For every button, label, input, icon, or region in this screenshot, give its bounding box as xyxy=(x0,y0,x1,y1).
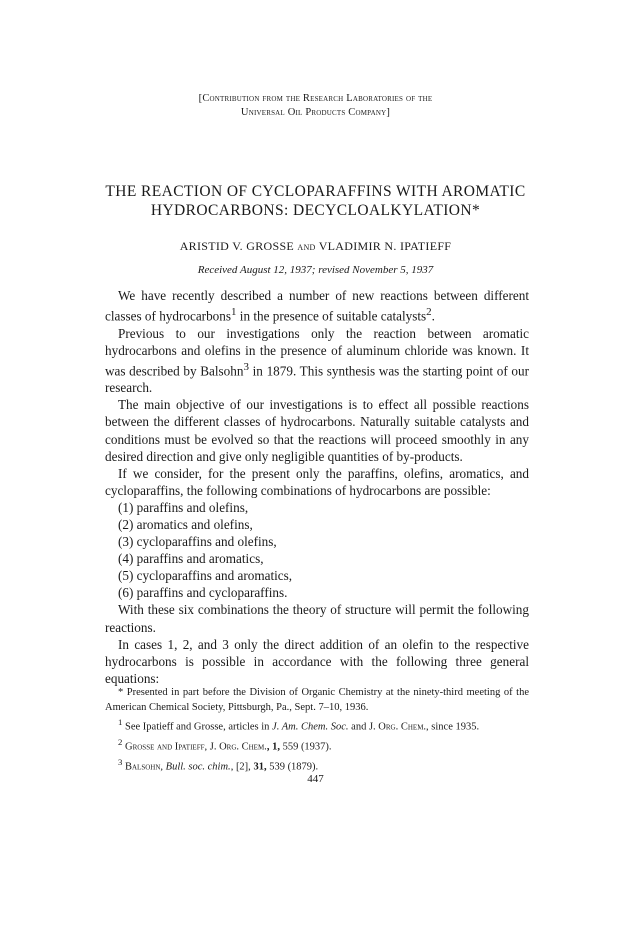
page-number: 447 xyxy=(307,773,324,785)
paragraph-3: The main objective of our investigations is to effect all possible reactions between the different classes of hydrocarbons. Naturally suitable catalysts and conditions must be evolved so that the reactions will proceed smoothly in any desired direction and give only negligible quantities of by-products. xyxy=(105,397,529,464)
paragraph-1 xyxy=(105,287,529,325)
author-grosse: ARISTID V. GROSSE xyxy=(179,239,295,253)
footnote-ref-1: 1 xyxy=(230,306,237,319)
footnote-3-rest: 539 (1879). xyxy=(266,761,319,773)
paragraph-6: In cases 1, 2, and 3 only the direct addition of an olefin to the respective hydrocarbons is possible in accordance with the following three general equations: xyxy=(105,636,529,686)
footnote-1-text-c: , since 1935. xyxy=(426,721,480,733)
article-body xyxy=(105,287,529,687)
footnote-1-journal: J. Am. Chem. Soc. xyxy=(272,721,349,733)
footnote-3-journal: , Bull. soc. chim. xyxy=(160,761,231,773)
list-item: (6) paraffins and cycloparaffins. xyxy=(118,585,288,601)
footnote-ref-2: 2 xyxy=(426,306,432,319)
footnote-2-volume: , 1, xyxy=(266,741,280,753)
footnote-3-series: , [2], xyxy=(230,761,251,773)
footnote-star: * Presented in part before the Division of Organic Chemistry at the ninety-third meeting of the American Chemical Society, Pittsburgh, Pa., Sept. 7–10, 1936. xyxy=(105,687,529,713)
p2-text-a: Previous to our investigations only the reaction between aromatic hydrocarbons and olefins in the presence of aluminum chloride was known. It was described by Balsohn xyxy=(105,325,529,379)
list-item: (4) paraffins and aromatics, xyxy=(118,551,264,567)
footnote-1-text-a: See Ipatieff and Grosse, articles in xyxy=(122,721,273,733)
contribution-line-2: Universal Oil Products Company] xyxy=(240,107,391,118)
footnote-1-text-b: and xyxy=(348,721,369,733)
footnote-3-volume: 31, xyxy=(250,761,267,773)
author-ipatieff: VLADIMIR N. IPATIEFF xyxy=(318,239,452,253)
contribution-line-1: [Contribution from the Research Laboratories of the xyxy=(198,93,433,104)
contribution-header xyxy=(0,92,631,120)
footnote-1-number: 1 xyxy=(118,717,123,727)
footnote-2 xyxy=(105,735,529,755)
title-line-1: THE REACTION OF CYCLOPARAFFINS WITH AROMATIC xyxy=(105,183,526,200)
authors-and: and xyxy=(297,241,316,253)
paragraph-2 xyxy=(105,325,529,397)
footnote-2-number: 2 xyxy=(118,737,123,747)
title-line-2: HYDROCARBONS: DECYCLOALKYLATION* xyxy=(150,202,481,219)
paragraph-4: If we consider, for the present only the paraffins, olefins, aromatics, and cycloparaffins, the following combinations of hydrocarbons are possible: xyxy=(105,465,529,498)
p2-text-b: in 1879. This synthesis was the starting point of our research. xyxy=(105,363,529,396)
received-date: Received August 12, 1937; revised November 5, 1937 xyxy=(197,264,434,276)
footnote-3 xyxy=(105,755,529,775)
authors xyxy=(0,239,631,254)
p1-text-c: . xyxy=(431,308,435,324)
footnote-2-rest: 559 (1937). xyxy=(279,741,332,753)
list-item: (2) aromatics and olefins, xyxy=(118,517,253,532)
footnote-ref-3: 3 xyxy=(243,360,249,373)
footnote-2-authors: Grosse and Ipatieff xyxy=(122,741,205,753)
footnote-1-joc: J. Org. Chem. xyxy=(368,721,427,733)
paragraph-5: With these six combinations the theory of structure will permit the following reactions. xyxy=(105,602,529,635)
footnote-3-number: 3 xyxy=(118,757,123,767)
list-item: (5) cycloparaffins and aromatics, xyxy=(118,568,293,584)
footnotes xyxy=(105,686,529,775)
footnote-1 xyxy=(105,715,529,735)
article-title xyxy=(0,182,631,220)
footnote-2-journal: , J. Org. Chem. xyxy=(204,741,267,753)
p1-text-a: We have recently described a number of new reactions between different classes of hydrocarbons xyxy=(105,288,529,324)
list-item: (1) paraffins and olefins, xyxy=(118,499,249,515)
p1-text-b: in the presence of suitable catalysts xyxy=(236,308,427,324)
footnote-3-author: Balsohn xyxy=(122,761,161,773)
list-item: (3) cycloparaffins and olefins, xyxy=(118,534,277,550)
